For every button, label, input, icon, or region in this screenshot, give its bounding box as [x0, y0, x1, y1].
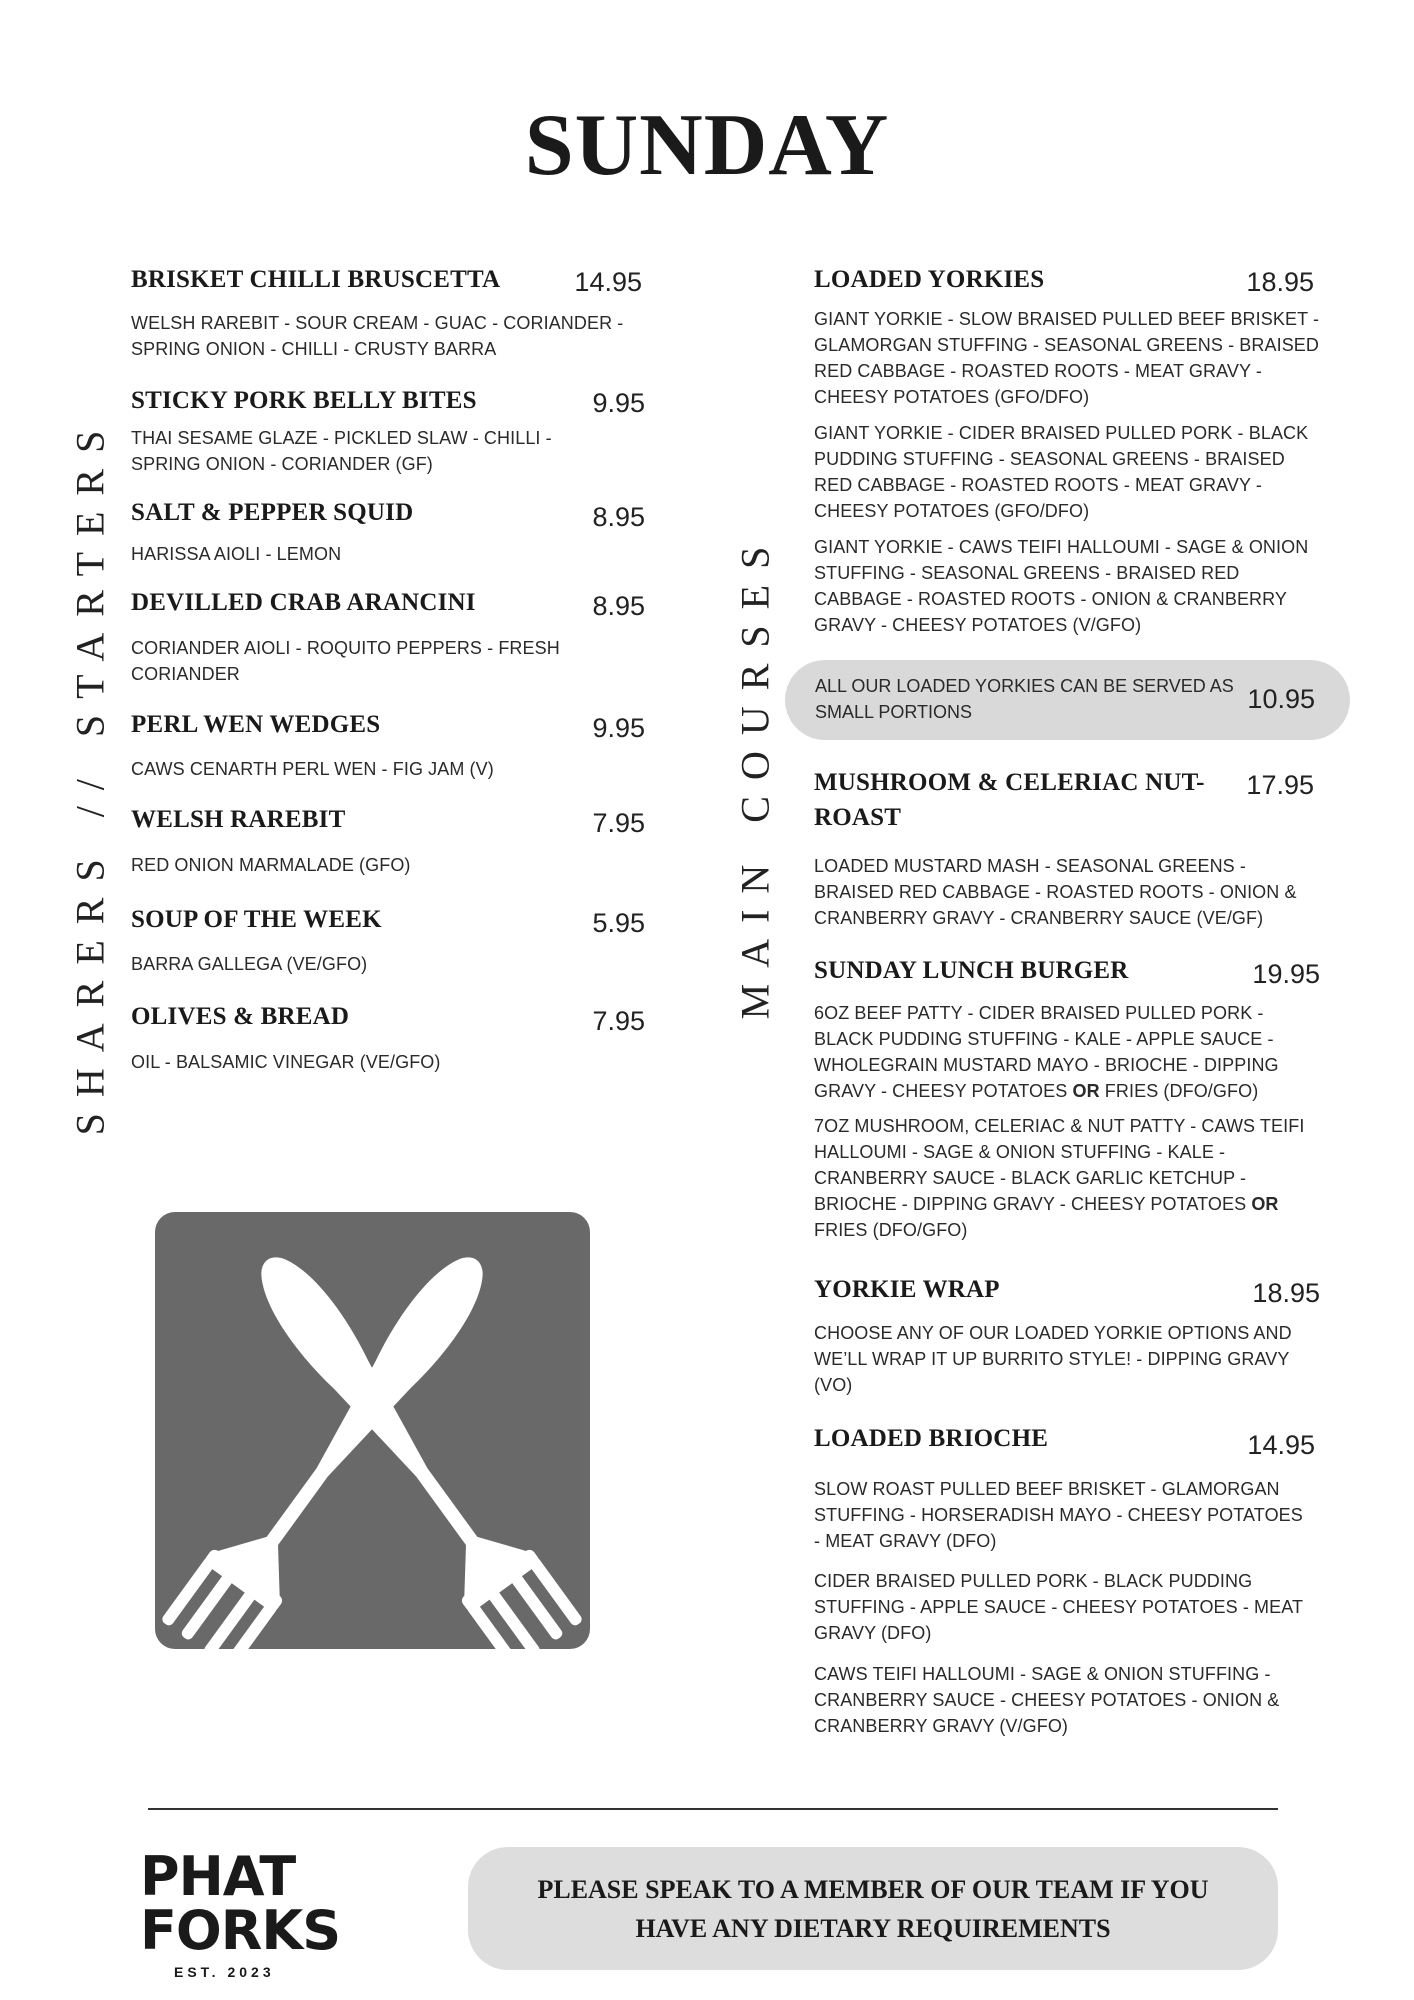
main-price-nut-roast: 17.95 — [1246, 770, 1314, 800]
main-option: CIDER BRAISED PULLED PORK - BLACK PUDDING STUFFING - APPLE SAUCE - CHEESY POTATOES - MEAT GRAVY (DFO) — [814, 1571, 1303, 1643]
main-name-loaded-yorkies: LOADED YORKIES — [814, 266, 1045, 293]
starter-name: WELSH RAREBIT — [131, 806, 346, 833]
starter-description: CORIANDER AIOLI - ROQUITO PEPPERS - FRESH CORIANDER — [131, 638, 560, 684]
burger-option-text: 6OZ BEEF PATTY - CIDER BRAISED PULLED PORK - BLACK PUDDING STUFFING - KALE - APPLE SAUCE - WHOLEGRAIN MUSTARD MAYO - BRIOCHE - DIPPING GRAVY - CHEESY POTATOES — [814, 1003, 1279, 1101]
main-option: GIANT YORKIE - CIDER BRAISED PULLED PORK - BLACK PUDDING STUFFING - SEASONAL GREENS - BRAISED RED CABBAGE - ROASTED ROOTS - MEAT GRAVY - CHEESY POTATOES (GFO/DFO) — [814, 423, 1309, 521]
logo-line-2: FORKS — [140, 1899, 341, 1962]
section-label-mains: MAIN COURSES — [732, 530, 778, 1020]
footer-divider — [148, 1808, 1278, 1810]
main-price-yorkie-wrap: 18.95 — [1252, 1278, 1320, 1308]
small-portion-price: 10.95 — [1247, 684, 1315, 714]
starter-description: CAWS CENARTH PERL WEN - FIG JAM (V) — [131, 759, 494, 779]
section-label-starters: SHARERS // STARTERS — [67, 414, 113, 1136]
starter-price: 14.95 — [574, 267, 642, 297]
starter-description: WELSH RAREBIT - SOUR CREAM - GUAC - CORIANDER - SPRING ONION - CHILLI - CRUSTY BARRA — [131, 313, 624, 359]
starter-price: 5.95 — [592, 908, 645, 938]
starter-price: 9.95 — [592, 713, 645, 743]
starter-name: SOUP OF THE WEEK — [131, 906, 382, 933]
main-name-burger: SUNDAY LUNCH BURGER — [814, 957, 1129, 984]
main-description: CHOOSE ANY OF OUR LOADED YORKIE OPTIONS AND WE’LL WRAP IT UP BURRITO STYLE! - DIPPING GRAVY (VO) — [814, 1323, 1292, 1395]
burger-option-or: OR — [1072, 1081, 1100, 1101]
logo-line-1: PHAT — [140, 1845, 296, 1908]
starter-description: OIL - BALSAMIC VINEGAR (VE/GFO) — [131, 1052, 441, 1072]
main-name-yorkie-wrap: YORKIE WRAP — [814, 1276, 1000, 1303]
starter-description: HARISSA AIOLI - LEMON — [131, 544, 342, 564]
crossed-forks-icon — [155, 1212, 590, 1649]
burger-option-text: 7OZ MUSHROOM, CELERIAC & NUT PATTY - CAWS TEIFI HALLOUMI - SAGE & ONION STUFFING - KALE - CRANBERRY SAUCE - BLACK GARLIC KETCHUP - BRIOCHE - DIPPING GRAVY - CHEESY POTATOES — [814, 1116, 1305, 1214]
starter-description: BARRA GALLEGA (VE/GFO) — [131, 954, 368, 974]
main-description: LOADED MUSTARD MASH - SEASONAL GREENS - BRAISED RED CABBAGE - ROASTED ROOTS - ONION & CRANBERRY GRAVY - CRANBERRY SAUCE (VE/GF) — [814, 856, 1297, 928]
small-portion-text: ALL OUR LOADED YORKIES CAN BE SERVED AS SMALL PORTIONS — [815, 676, 1234, 722]
starter-price: 8.95 — [592, 502, 645, 532]
main-price-loaded-brioche: 14.95 — [1247, 1430, 1315, 1460]
main-option — [814, 1113, 1324, 1243]
main-option: CAWS TEIFI HALLOUMI - SAGE & ONION STUFFING - CRANBERRY SAUCE - CHEESY POTATOES - ONION & CRANBERRY GRAVY (V/GFO) — [814, 1664, 1280, 1736]
starter-price: 8.95 — [592, 591, 645, 621]
main-option: SLOW ROAST PULLED BEEF BRISKET - GLAMORGAN STUFFING - HORSERADISH MAYO - CHEESY POTATOES - MEAT GRAVY (DFO) — [814, 1479, 1303, 1551]
starter-name: OLIVES & BREAD — [131, 1003, 350, 1030]
burger-option-end: FRIES (DFO/GFO) — [814, 1220, 968, 1240]
starter-name: DEVILLED CRAB ARANCINI — [131, 589, 476, 616]
logo-est: EST. 2023 — [174, 1964, 275, 1980]
main-name-nut-roast: MUSHROOM & CELERIAC NUT-ROAST — [814, 769, 1205, 831]
starter-price: 7.95 — [592, 1006, 645, 1036]
cutlery-tile — [155, 1212, 590, 1649]
burger-option-end: FRIES (DFO/GFO) — [1104, 1081, 1259, 1101]
brand-logo — [140, 1845, 341, 1980]
starter-price: 9.95 — [592, 388, 645, 418]
starter-name: PERL WEN WEDGES — [131, 711, 381, 738]
starter-description: THAI SESAME GLAZE - PICKLED SLAW - CHILLI - SPRING ONION - CORIANDER (GF) — [131, 428, 552, 474]
main-option: GIANT YORKIE - CAWS TEIFI HALLOUMI - SAGE & ONION STUFFING - SEASONAL GREENS - BRAISED RED CABBAGE - ROASTED ROOTS - ONION & CRANBERRY GRAVY - CHEESY POTATOES (V/GFO) — [814, 537, 1309, 635]
burger-option-or: OR — [1251, 1194, 1279, 1214]
starter-name: STICKY PORK BELLY BITES — [131, 387, 477, 414]
starter-name: BRISKET CHILLI BRUSCETTA — [131, 266, 501, 293]
main-option: GIANT YORKIE - SLOW BRAISED PULLED BEEF BRISKET - GLAMORGAN STUFFING - SEASONAL GREENS - BRAISED RED CABBAGE - ROASTED ROOTS - MEAT GRAVY - CHEESY POTATOES (GFO/DFO) — [814, 309, 1320, 407]
starter-price: 7.95 — [592, 808, 645, 838]
starter-description: RED ONION MARMALADE (GFO) — [131, 855, 411, 875]
dietary-note-text: PLEASE SPEAK TO A MEMBER OF OUR TEAM IF YOU HAVE ANY DIETARY REQUIREMENTS — [537, 1874, 1209, 1943]
page-title: SUNDAY — [524, 97, 890, 194]
main-price-burger: 19.95 — [1252, 959, 1320, 989]
main-price-loaded-yorkies: 18.95 — [1246, 267, 1314, 297]
starter-name: SALT & PEPPER SQUID — [131, 499, 414, 526]
main-name-loaded-brioche: LOADED BRIOCHE — [814, 1425, 1049, 1452]
dietary-note — [468, 1847, 1278, 1970]
main-option — [814, 1000, 1324, 1104]
small-portion-note — [785, 660, 1350, 740]
